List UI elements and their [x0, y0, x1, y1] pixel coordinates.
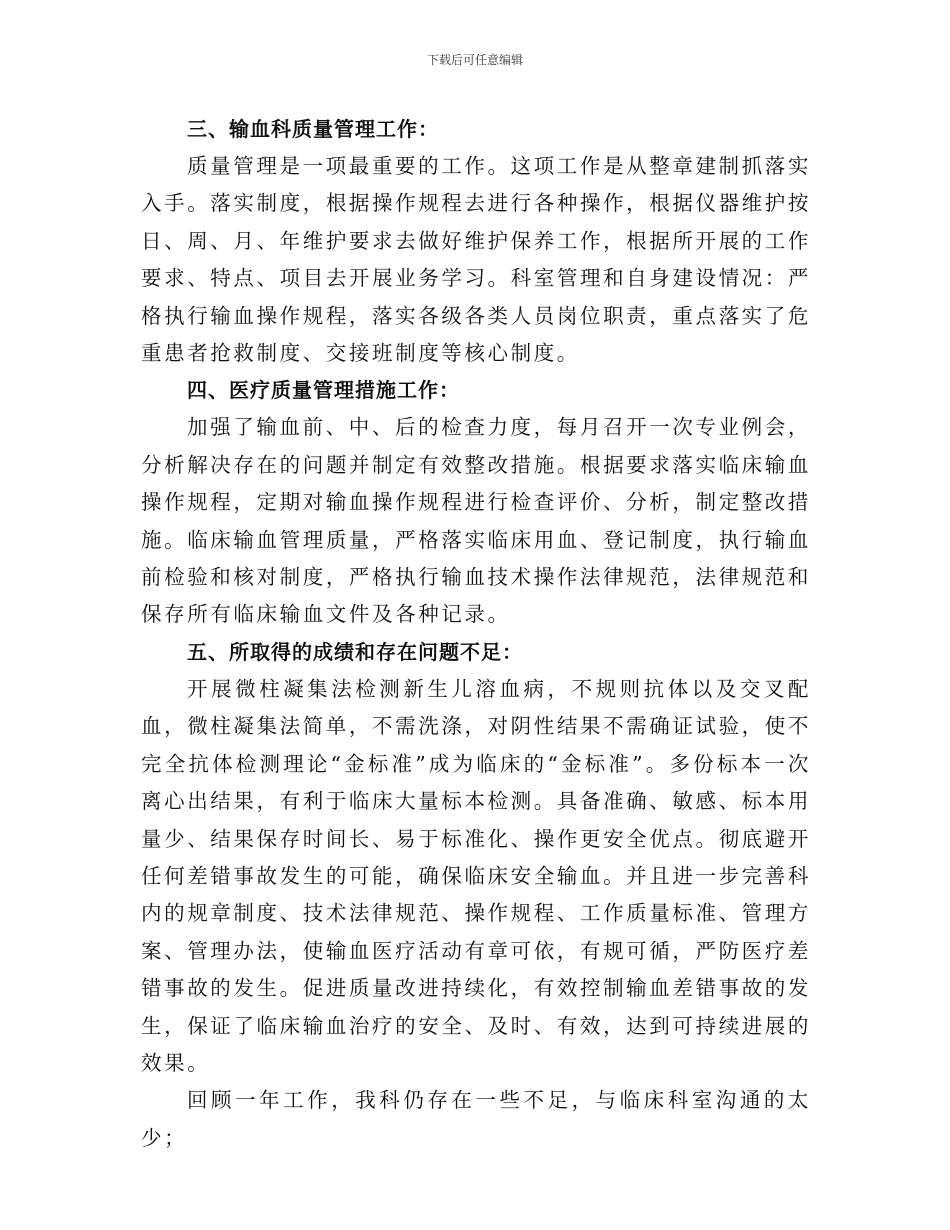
- section-achievements-and-problems: [141, 634, 811, 1157]
- page-header-note: 下载后可任意编辑: [426, 53, 523, 67]
- section-quality-management: [141, 111, 811, 372]
- section-heading: 四、医疗质量管理措施工作：: [187, 378, 460, 403]
- section-medical-quality-measures: [141, 372, 811, 633]
- document-body: [141, 111, 811, 1157]
- section-paragraph: 质量管理是一项最重要的工作。这项工作是从整章建制抓落实入手。落实制度，根据操作规程去进行各种操作，根据仪器维护按日、周、月、年维护要求去做好维护保养工作，根据所开展的工作要求、特点、项目去开展业务学习。科室管理和自身建设情况：严格执行输血操作规程，落实各级各类人员岗位职责，重点落实了危重患者抢救制度、交接班制度等核心制度。: [141, 154, 811, 366]
- section-heading: 五、所取得的成绩和存在问题不足：: [187, 639, 523, 664]
- section-paragraph: 加强了输血前、中、后的检查力度，每月召开一次专业例会，分析解决存在的问题并制定有效整改措施。根据要求落实临床输血操作规程，定期对输血操作规程进行检查评价、分析，制定整改措施。临床输血管理质量，严格落实临床用血、登记制度，执行输血前检验和核对制度，严格执行输血技术操作法律规范，法律规范和保存所有临床输血文件及各种记录。: [141, 415, 811, 627]
- section-heading: 三、输血科质量管理工作：: [187, 117, 439, 141]
- section-paragraph: 回顾一年工作，我科仍存在一些不足，与临床科室沟通的太少；: [141, 1088, 811, 1150]
- section-paragraph: 开展微柱凝集法检测新生儿溶血病，不规则抗体以及交叉配血，微柱凝集法简单，不需洗涤，对阴性结果不需确证试验，使不完全抗体检测理论“金标准”成为临床的“金标准”。多份标本一次离心出结果，有利于临床大量标本检测。具备准确、敏感、标本用量少、结果保存时间长、易于标准化、操作更安全优点。彻底避开任何差错事故发生的可能，确保临床安全输血。并且进一步完善科内的规章制度、技术法律规范、操作规程、工作质量标准、管理方案、管理办法，使输血医疗活动有章可依，有规可循，严防医疗差错事故的发生。促进质量改进持续化，有效控制输血差错事故的发生，保证了临床输血治疗的安全、及时、有效，达到可持续进展的效果。: [141, 676, 811, 1075]
